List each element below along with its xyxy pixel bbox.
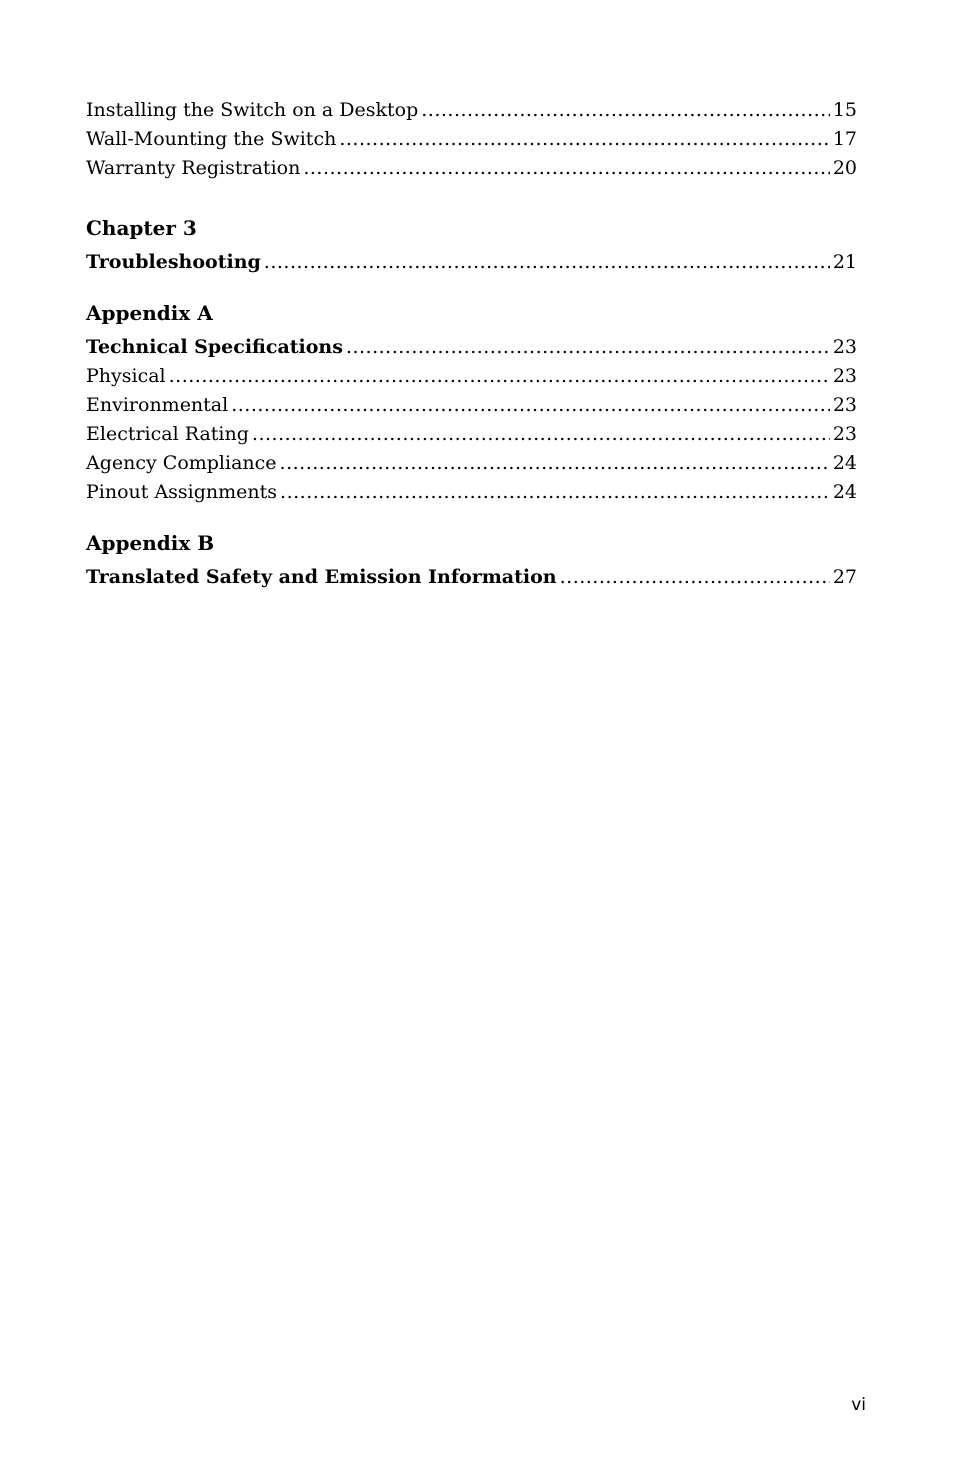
toc-entry-environmental[interactable] — [86, 391, 857, 420]
dot-leader — [560, 563, 830, 592]
toc-entry-page: 27 — [832, 566, 857, 588]
toc-entry-label: Warranty Registration — [86, 157, 301, 179]
toc-entry-electrical-rating[interactable] — [86, 420, 857, 449]
toc-entry-label: Electrical Rating — [86, 423, 249, 445]
toc-entry-page: 23 — [832, 365, 857, 387]
toc-entry-physical[interactable] — [86, 362, 857, 391]
toc-entry-label: Environmental — [86, 394, 229, 416]
page-number: vi — [851, 1395, 866, 1415]
dot-leader — [339, 125, 829, 154]
toc-entry-technical-specifications[interactable] — [86, 333, 857, 362]
toc-entry-wall-mounting[interactable] — [86, 125, 857, 154]
toc-entry-label: Troubleshooting — [86, 251, 261, 273]
dot-leader — [280, 478, 830, 507]
chapter-3-heading: Chapter 3 — [86, 216, 197, 240]
dot-leader — [231, 391, 830, 420]
toc-entry-page: 20 — [832, 157, 857, 179]
toc-entry-page: 17 — [832, 128, 857, 150]
appendix-a-heading: Appendix A — [86, 301, 213, 325]
toc-entry-page: 24 — [832, 481, 857, 503]
toc-entry-label: Translated Safety and Emission Information — [86, 566, 557, 588]
toc-entry-page: 21 — [832, 251, 857, 273]
toc-entry-label: Pinout Assignments — [86, 481, 278, 503]
dot-leader — [303, 154, 829, 183]
toc-entry-label: Wall-Mounting the Switch — [86, 128, 337, 150]
table-of-contents — [86, 96, 857, 592]
dot-leader — [264, 248, 830, 277]
toc-entry-pinout-assignments[interactable] — [86, 478, 857, 507]
toc-entry-page: 23 — [832, 423, 857, 445]
toc-entry-translated-safety[interactable] — [86, 563, 857, 592]
toc-entry-page: 23 — [832, 336, 857, 358]
toc-entry-label: Physical — [86, 365, 166, 387]
toc-entry-warranty-registration[interactable] — [86, 154, 857, 183]
appendix-b-heading: Appendix B — [86, 531, 215, 555]
toc-entry-label: Installing the Switch on a Desktop — [86, 99, 419, 121]
toc-entry-page: 24 — [832, 452, 857, 474]
toc-entry-label: Technical Specifications — [86, 336, 343, 358]
toc-entry-label: Agency Compliance — [86, 452, 277, 474]
toc-entry-troubleshooting[interactable] — [86, 248, 857, 277]
dot-leader — [421, 96, 830, 125]
dot-leader — [280, 449, 830, 478]
toc-entry-page: 23 — [832, 394, 857, 416]
dot-leader — [252, 420, 830, 449]
dot-leader — [169, 362, 830, 391]
toc-entry-page: 15 — [832, 99, 857, 121]
dot-leader — [346, 333, 830, 362]
toc-entry-installing-desktop[interactable] — [86, 96, 857, 125]
toc-entry-agency-compliance[interactable] — [86, 449, 857, 478]
